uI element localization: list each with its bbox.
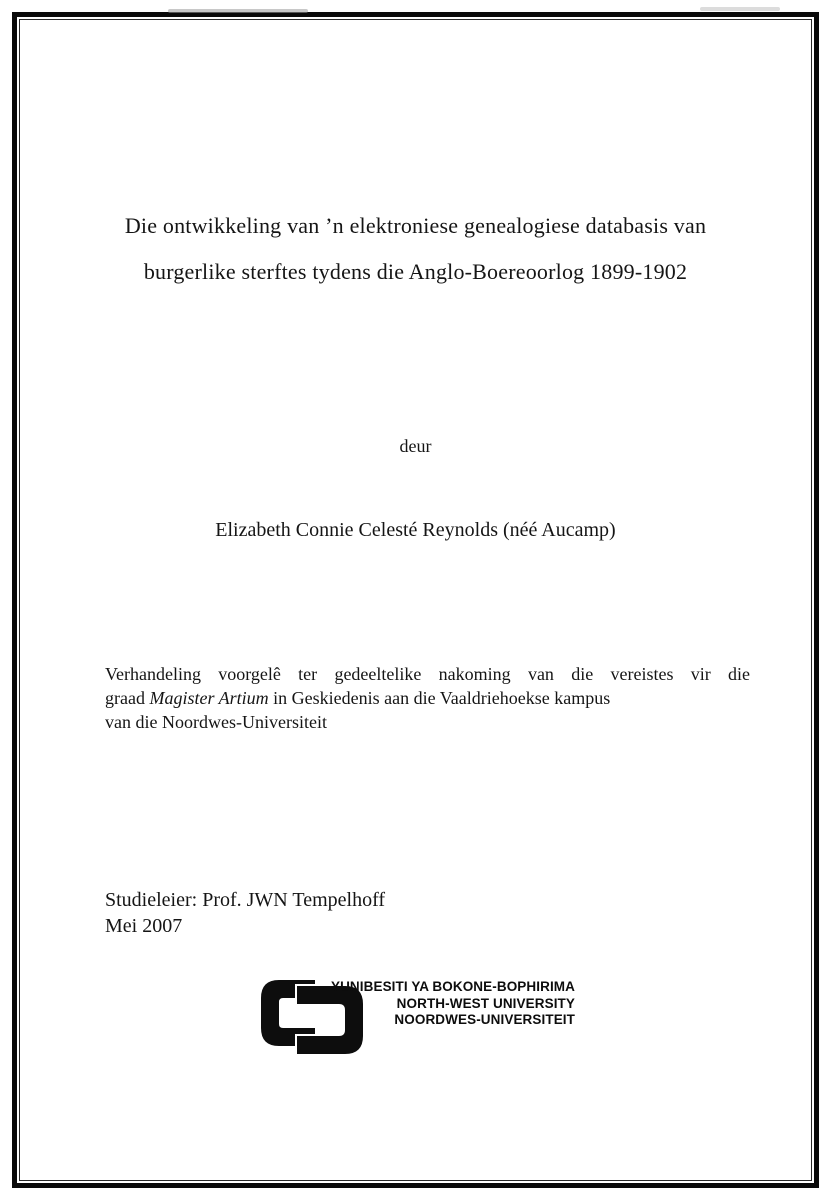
supervisor-block bbox=[105, 887, 385, 939]
logo-text-english: NORTH-WEST UNIVERSITY bbox=[396, 995, 575, 1011]
author-name: Elizabeth Connie Celesté Reynolds (néé Aucamp) bbox=[215, 519, 616, 541]
thesis-title-line1: Die ontwikkeling van ’n elektroniese genealogiese databasis van bbox=[124, 213, 707, 238]
university-logo-text bbox=[325, 979, 575, 1029]
byline-label: deur bbox=[399, 436, 432, 456]
supervisor-line: Studieleier: Prof. JWN Tempelhoff bbox=[105, 889, 386, 911]
degree-statement-line2-suffix: in Geskiedenis aan die Vaaldriehoekse kampus bbox=[268, 688, 611, 708]
scan-smudge bbox=[700, 7, 780, 11]
thesis-title-line2: burgerlike sterftes tydens die Anglo-Boereoorlog 1899-1902 bbox=[143, 259, 688, 284]
thesis-title bbox=[60, 212, 771, 286]
degree-statement-line2 bbox=[105, 686, 750, 710]
degree-statement-line3: van die Noordwes-Universiteit bbox=[105, 712, 327, 732]
date-line: Mei 2007 bbox=[105, 915, 183, 937]
university-logo bbox=[257, 974, 587, 1059]
logo-text-afrikaans: NOORDWES-UNIVERSITEIT bbox=[394, 1012, 575, 1027]
degree-statement bbox=[105, 662, 750, 734]
logo-text-setswana: YUNIBESITI YA BOKONE-BOPHIRIMA bbox=[330, 979, 575, 994]
degree-statement-line2-prefix: graad bbox=[105, 688, 150, 708]
scan-smudge bbox=[168, 9, 308, 13]
degree-name-italic: Magister Artium bbox=[149, 688, 269, 708]
degree-statement-line1: Verhandeling voorgelê ter gedeeltelike nakoming van die vereistes vir die bbox=[105, 664, 750, 684]
